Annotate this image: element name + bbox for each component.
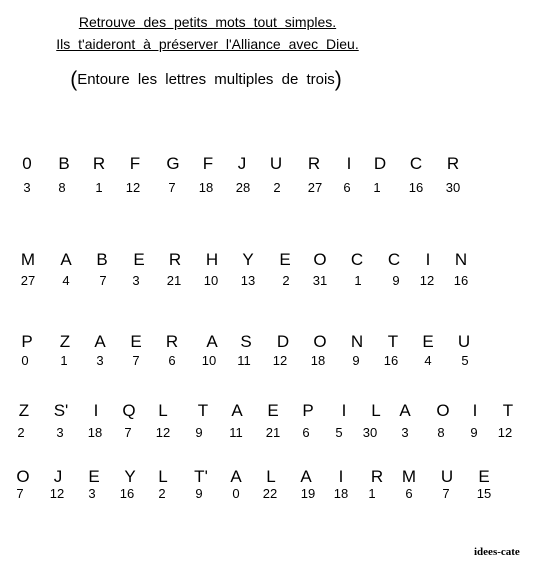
grid-number: 31 [312,273,328,288]
grid-number: 7 [442,486,450,501]
grid-number: 12 [419,273,435,288]
grid-letter: I [338,467,344,486]
grid-letter: E [422,332,434,351]
grid-number: 22 [262,486,278,501]
title-line-1: Retrouve des petits mots tout simples. [78,14,337,30]
grid-number: 1 [354,273,362,288]
grid-letter: E [267,401,279,420]
grid-number: 1 [373,180,381,195]
grid-letter: Y [124,467,136,486]
grid-number: 7 [168,180,176,195]
grid-letter: R [168,250,182,269]
grid-number: 16 [453,273,469,288]
credit-text: idees-cate [474,546,520,558]
grid-letter: D [276,332,290,351]
grid-letter: A [399,401,411,420]
grid-letter: A [231,401,243,420]
instruction [0,66,412,90]
grid-letter: R [370,467,384,486]
grid-letter: R [446,154,460,173]
grid-number: 8 [437,425,445,440]
grid-letter: E [478,467,490,486]
grid-letter: N [454,250,468,269]
grid-number: 0 [232,486,240,501]
instruction-open-paren: ( [70,68,78,91]
instruction-text: Entoure les lettres multiples de trois [77,71,335,88]
grid-number: 4 [62,273,70,288]
grid-letter: O [313,250,327,269]
grid-letter: U [440,467,454,486]
grid-letter: F [202,154,214,173]
grid-letter: Y [242,250,254,269]
grid-number: 10 [201,353,217,368]
grid-number: 18 [87,425,103,440]
grid-number: 21 [166,273,182,288]
grid-letter: S' [53,401,69,420]
grid-number: 9 [392,273,400,288]
grid-letter: I [93,401,99,420]
grid-number: 9 [470,425,478,440]
grid-number: 2 [282,273,290,288]
grid-number: 7 [16,486,24,501]
grid-letter: U [457,332,471,351]
grid-number: 3 [132,273,140,288]
grid-letter: A [230,467,242,486]
grid-letter: Z [59,332,71,351]
grid-number: 13 [240,273,256,288]
grid-number: 6 [343,180,351,195]
grid-number: 2 [273,180,281,195]
grid-letter: A [94,332,106,351]
grid-letter: T' [194,467,208,486]
grid-letter: C [387,250,401,269]
grid-number: 1 [95,180,103,195]
grid-letter: O [313,332,327,351]
grid-number: 12 [497,425,513,440]
grid-letter: A [206,332,218,351]
grid-number: 5 [461,353,469,368]
grid-letter: H [205,250,219,269]
grid-letter: I [341,401,347,420]
grid-letter: N [350,332,364,351]
grid-letter: B [58,154,70,173]
grid-number: 5 [335,425,343,440]
grid-number: 1 [368,486,376,501]
grid-number: 30 [445,180,461,195]
grid-letter: A [60,250,72,269]
grid-letter: L [158,401,168,420]
grid-letter: E [130,332,142,351]
grid-number: 3 [401,425,409,440]
grid-number: 4 [424,353,432,368]
grid-letter: J [237,154,247,173]
grid-letter: I [425,250,431,269]
grid-letter: I [472,401,478,420]
grid-letter: T [387,332,399,351]
grid-number: 21 [265,425,281,440]
grid-letter: C [350,250,364,269]
grid-number: 16 [408,180,424,195]
grid-number: 9 [352,353,360,368]
grid-number: 3 [56,425,64,440]
title-line-2: Ils t'aideront à préserver l'Alliance avec Dieu. [56,36,359,52]
grid-letter: P [21,332,33,351]
grid-number: 12 [155,425,171,440]
grid-number: 8 [58,180,66,195]
grid-number: 16 [119,486,135,501]
grid-letter: E [133,250,145,269]
grid-number: 7 [132,353,140,368]
grid-letter: O [16,467,30,486]
grid-letter: Q [122,401,136,420]
grid-letter: U [269,154,283,173]
grid-letter: J [53,467,63,486]
grid-number: 10 [203,273,219,288]
grid-number: 11 [237,353,251,368]
grid-number: 19 [300,486,316,501]
grid-letter: P [302,401,314,420]
grid-letter: L [266,467,276,486]
grid-letter: C [409,154,423,173]
grid-letter: S [240,332,252,351]
grid-number: 11 [229,425,243,440]
grid-number: 18 [333,486,349,501]
grid-number: 9 [195,425,203,440]
grid-letter: R [165,332,179,351]
grid-letter: T [197,401,209,420]
grid-letter: O [436,401,450,420]
grid-number: 16 [383,353,399,368]
grid-letter: E [88,467,100,486]
grid-number: 2 [17,425,25,440]
grid-number: 3 [88,486,96,501]
grid-number: 3 [96,353,104,368]
grid-letter: A [300,467,312,486]
grid-number: 7 [99,273,107,288]
grid-number: 18 [310,353,326,368]
grid-number: 12 [49,486,65,501]
grid-letter: 0 [22,154,32,173]
grid-letter: E [279,250,291,269]
grid-letter: F [129,154,141,173]
grid-number: 27 [307,180,323,195]
grid-number: 2 [158,486,166,501]
grid-number: 15 [476,486,492,501]
grid-number: 6 [168,353,176,368]
grid-letter: I [346,154,352,173]
grid-number: 28 [235,180,251,195]
grid-number: 9 [195,486,203,501]
grid-number: 6 [405,486,413,501]
grid-number: 18 [198,180,214,195]
grid-letter: G [166,154,180,173]
grid-letter: B [96,250,108,269]
grid-number: 7 [124,425,132,440]
grid-letter: M [401,467,417,486]
grid-number: 12 [272,353,288,368]
grid-number: 30 [362,425,378,440]
grid-letter: R [92,154,106,173]
grid-number: 3 [23,180,31,195]
grid-letter: Z [18,401,30,420]
grid-letter: L [158,467,168,486]
grid-letter: L [371,401,381,420]
grid-number: 6 [302,425,310,440]
grid-letter: T [502,401,514,420]
grid-letter: R [307,154,321,173]
grid-letter: D [373,154,387,173]
grid-number: 12 [125,180,141,195]
instruction-close-paren: ) [334,68,342,91]
grid-number: 1 [60,353,68,368]
grid-number: 0 [21,353,29,368]
grid-letter: M [20,250,36,269]
grid-number: 27 [20,273,36,288]
